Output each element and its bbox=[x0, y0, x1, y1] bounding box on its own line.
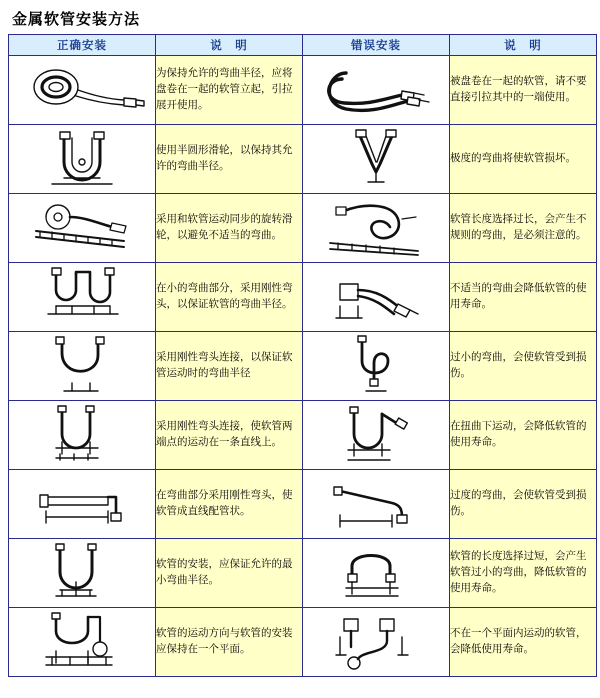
overlong-hose-small-bend-icon bbox=[303, 539, 450, 608]
header-wrong-desc: 说 明 bbox=[450, 35, 597, 56]
correct-description: 在弯曲部分采用刚性弯头，使软管成直线配管状。 bbox=[156, 470, 303, 539]
correct-description: 使用半圆形滑轮，以保持其允许的弯曲半径。 bbox=[156, 125, 303, 194]
table-row bbox=[9, 608, 597, 677]
table-row bbox=[9, 539, 597, 608]
correct-description: 采用刚性弯头连接，以保证软管运动时的弯曲半径 bbox=[156, 332, 303, 401]
sharp-bend-hose-icon bbox=[303, 125, 450, 194]
wrong-description: 不适当的弯曲会降低软管的使用寿命。 bbox=[450, 263, 597, 332]
table-header bbox=[9, 35, 597, 56]
wrong-description: 被盘卷在一起的软管，请不要直接引拉其中的一端使用。 bbox=[450, 56, 597, 125]
wrong-description: 软管的长度选择过短，会产生软管过小的弯曲，降低软管的使用寿命。 bbox=[450, 539, 597, 608]
correct-description: 采用和软管运动同步的旋转滑轮，以避免不适当的弯曲。 bbox=[156, 194, 303, 263]
installation-methods-table bbox=[8, 34, 597, 677]
table-row bbox=[9, 401, 597, 470]
wrong-description: 极度的弯曲将使软管损坏。 bbox=[450, 125, 597, 194]
tight-bend-loop-icon bbox=[303, 332, 450, 401]
same-plane-motion-icon bbox=[9, 608, 156, 677]
table-body bbox=[9, 56, 597, 677]
correct-description: 采用刚性弯头连接，使软管两端点的运动在一条直线上。 bbox=[156, 401, 303, 470]
wrong-description: 过小的弯曲，会使软管受到损伤。 bbox=[450, 332, 597, 401]
wrong-description: 不在一个平面内运动的软管，会降低使用寿命。 bbox=[450, 608, 597, 677]
wrong-description: 软管长度选择过长，会产生不规则的弯曲，是必须注意的。 bbox=[450, 194, 597, 263]
rigid-bend-small-radius-icon bbox=[9, 263, 156, 332]
out-of-plane-motion-icon bbox=[303, 608, 450, 677]
rigid-elbow-connection-icon bbox=[9, 332, 156, 401]
header-row bbox=[9, 35, 597, 56]
synchronized-pulley-icon bbox=[9, 194, 156, 263]
header-correct-desc: 说 明 bbox=[156, 35, 303, 56]
correct-description: 软管的安装，应保证允许的最小弯曲半径。 bbox=[156, 539, 303, 608]
page-title: 金属软管安装方法 bbox=[12, 10, 141, 28]
header-wrong-install: 错误安装 bbox=[303, 35, 450, 56]
coiled-hose-flat-icon bbox=[9, 56, 156, 125]
table-row bbox=[9, 194, 597, 263]
twisted-u-hose-icon bbox=[303, 401, 450, 470]
table-row bbox=[9, 125, 597, 194]
header-correct-install: 正确安装 bbox=[9, 35, 156, 56]
u-loop-straight-ends-icon bbox=[9, 401, 156, 470]
straight-pipe-elbow-icon bbox=[9, 470, 156, 539]
table-row bbox=[9, 56, 597, 125]
improper-bend-fitting-icon bbox=[303, 263, 450, 332]
half-round-sheave-icon bbox=[9, 125, 156, 194]
table-row bbox=[9, 263, 597, 332]
over-bent-pipe-icon bbox=[303, 470, 450, 539]
correct-description: 为保持允许的弯曲半径，应将盘卷在一起的软管立起，引拉展开使用。 bbox=[156, 56, 303, 125]
coiled-hose-pulled-icon bbox=[303, 56, 450, 125]
wrong-description: 在扭曲下运动，会降低软管的使用寿命。 bbox=[450, 401, 597, 470]
table-row bbox=[9, 332, 597, 401]
table-row bbox=[9, 470, 597, 539]
correct-description: 在小的弯曲部分，采用刚性弯头，以保证软管的弯曲半径。 bbox=[156, 263, 303, 332]
wrong-description: 过度的弯曲，会使软管受到损伤。 bbox=[450, 470, 597, 539]
correct-description: 软管的运动方向与软管的安装应保持在一个平面。 bbox=[156, 608, 303, 677]
irregular-loop-hose-icon bbox=[303, 194, 450, 263]
minimum-bend-radius-u-icon bbox=[9, 539, 156, 608]
